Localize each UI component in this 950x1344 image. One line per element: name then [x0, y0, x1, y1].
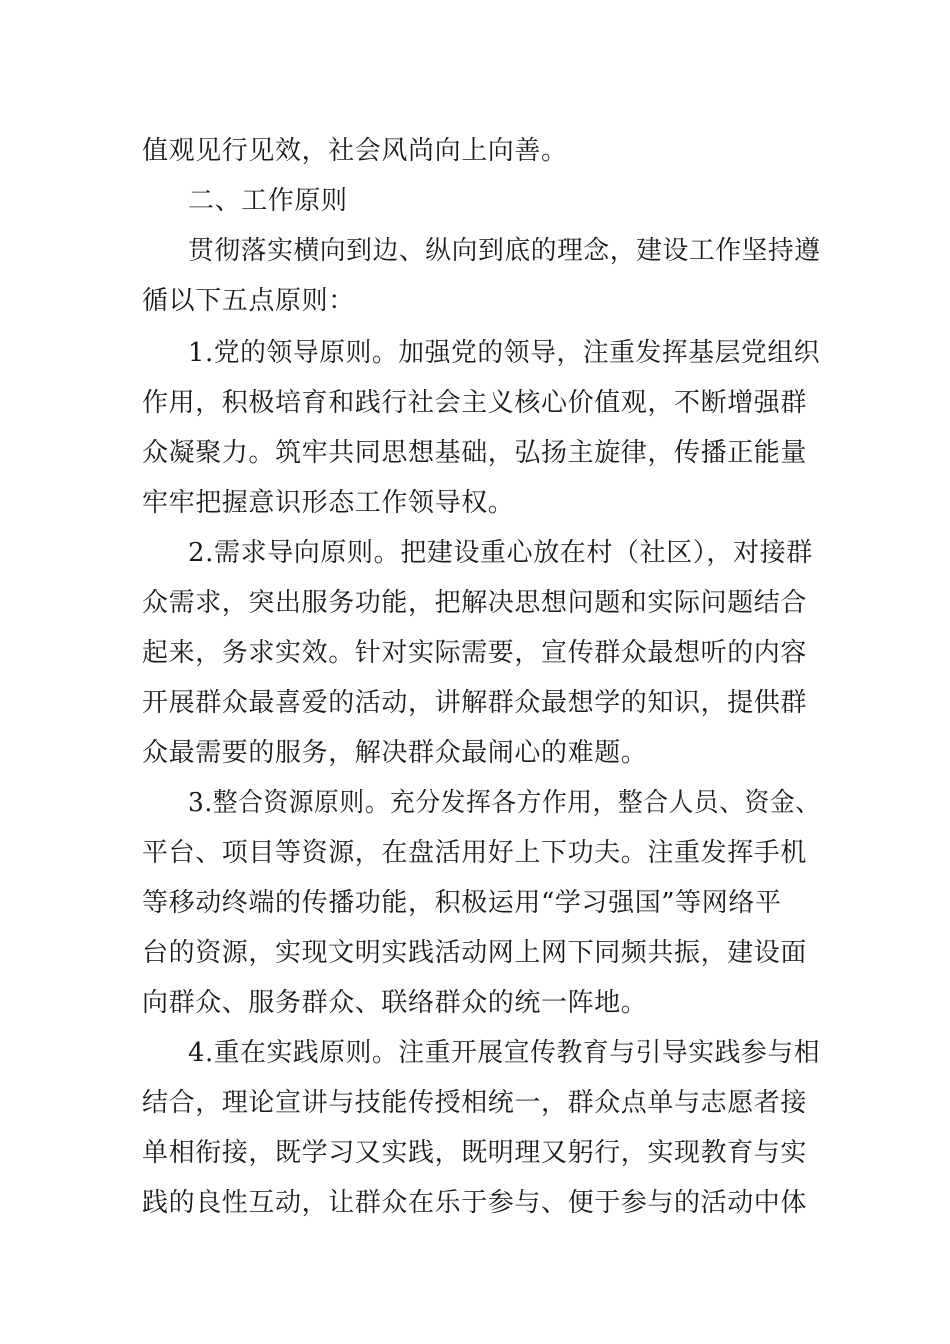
paragraph-intro-line: 贯彻落实横向到边、纵向到底的理念，建设工作坚持遵 [188, 236, 821, 266]
principle-4-line: 结合，理论宣讲与技能传授相统一，群众点单与志愿者接 [142, 1088, 808, 1118]
principle-4-line: 单相衔接，既学习又实践，既明理又躬行，实现教育与实 [142, 1138, 808, 1168]
principle-3-line: 台的资源，实现文明实践活动网上网下同频共振，建设面 [142, 938, 808, 968]
principle-3-line: 向群众、服务群众、联络群众的统一阵地。 [142, 988, 648, 1018]
paragraph-intro-line: 循以下五点原则： [142, 286, 355, 316]
text-line-continuation: 值观见行见效，社会风尚向上向善。 [142, 136, 568, 166]
principle-1-line: 牢牢把握意识形态工作领导权。 [142, 488, 515, 518]
principle-2-line: 众最需要的服务，解决群众最闹心的难题。 [142, 738, 648, 768]
principle-2-line: 2.需求导向原则。把建设重心放在村（社区），对接群 [188, 538, 813, 568]
principle-3-line: 3.整合资源原则。充分发挥各方作用，整合人员、资金、 [188, 788, 821, 818]
principle-3-line: 平台、项目等资源，在盘活用好上下功夫。注重发挥手机 [142, 838, 808, 868]
principle-4-line: 践的良性互动，让群众在乐于参与、便于参与的活动中体 [142, 1188, 808, 1218]
principle-1-line: 众凝聚力。筑牢共同思想基础，弘扬主旋律，传播正能量 [142, 438, 808, 468]
principle-2-line: 众需求，突出服务功能，把解决思想问题和实际问题结合 [142, 588, 808, 618]
principle-3-line: 等移动终端的传播功能，积极运用“学习强国”等网络平 [142, 888, 782, 918]
principle-2-line: 开展群众最喜爱的活动，讲解群众最想学的知识，提供群 [142, 688, 808, 718]
section-heading-work-principles: 二、工作原则 [188, 186, 348, 216]
principle-2-line: 起来，务求实效。针对实际需要，宣传群众最想听的内容 [142, 638, 808, 668]
principle-1-line: 1.党的领导原则。加强党的领导，注重发挥基层党组织 [188, 338, 821, 368]
principle-4-line: 4.重在实践原则。注重开展宣传教育与引导实践参与相 [188, 1038, 821, 1068]
principle-1-line: 作用，积极培育和践行社会主义核心价值观，不断增强群 [142, 388, 808, 418]
